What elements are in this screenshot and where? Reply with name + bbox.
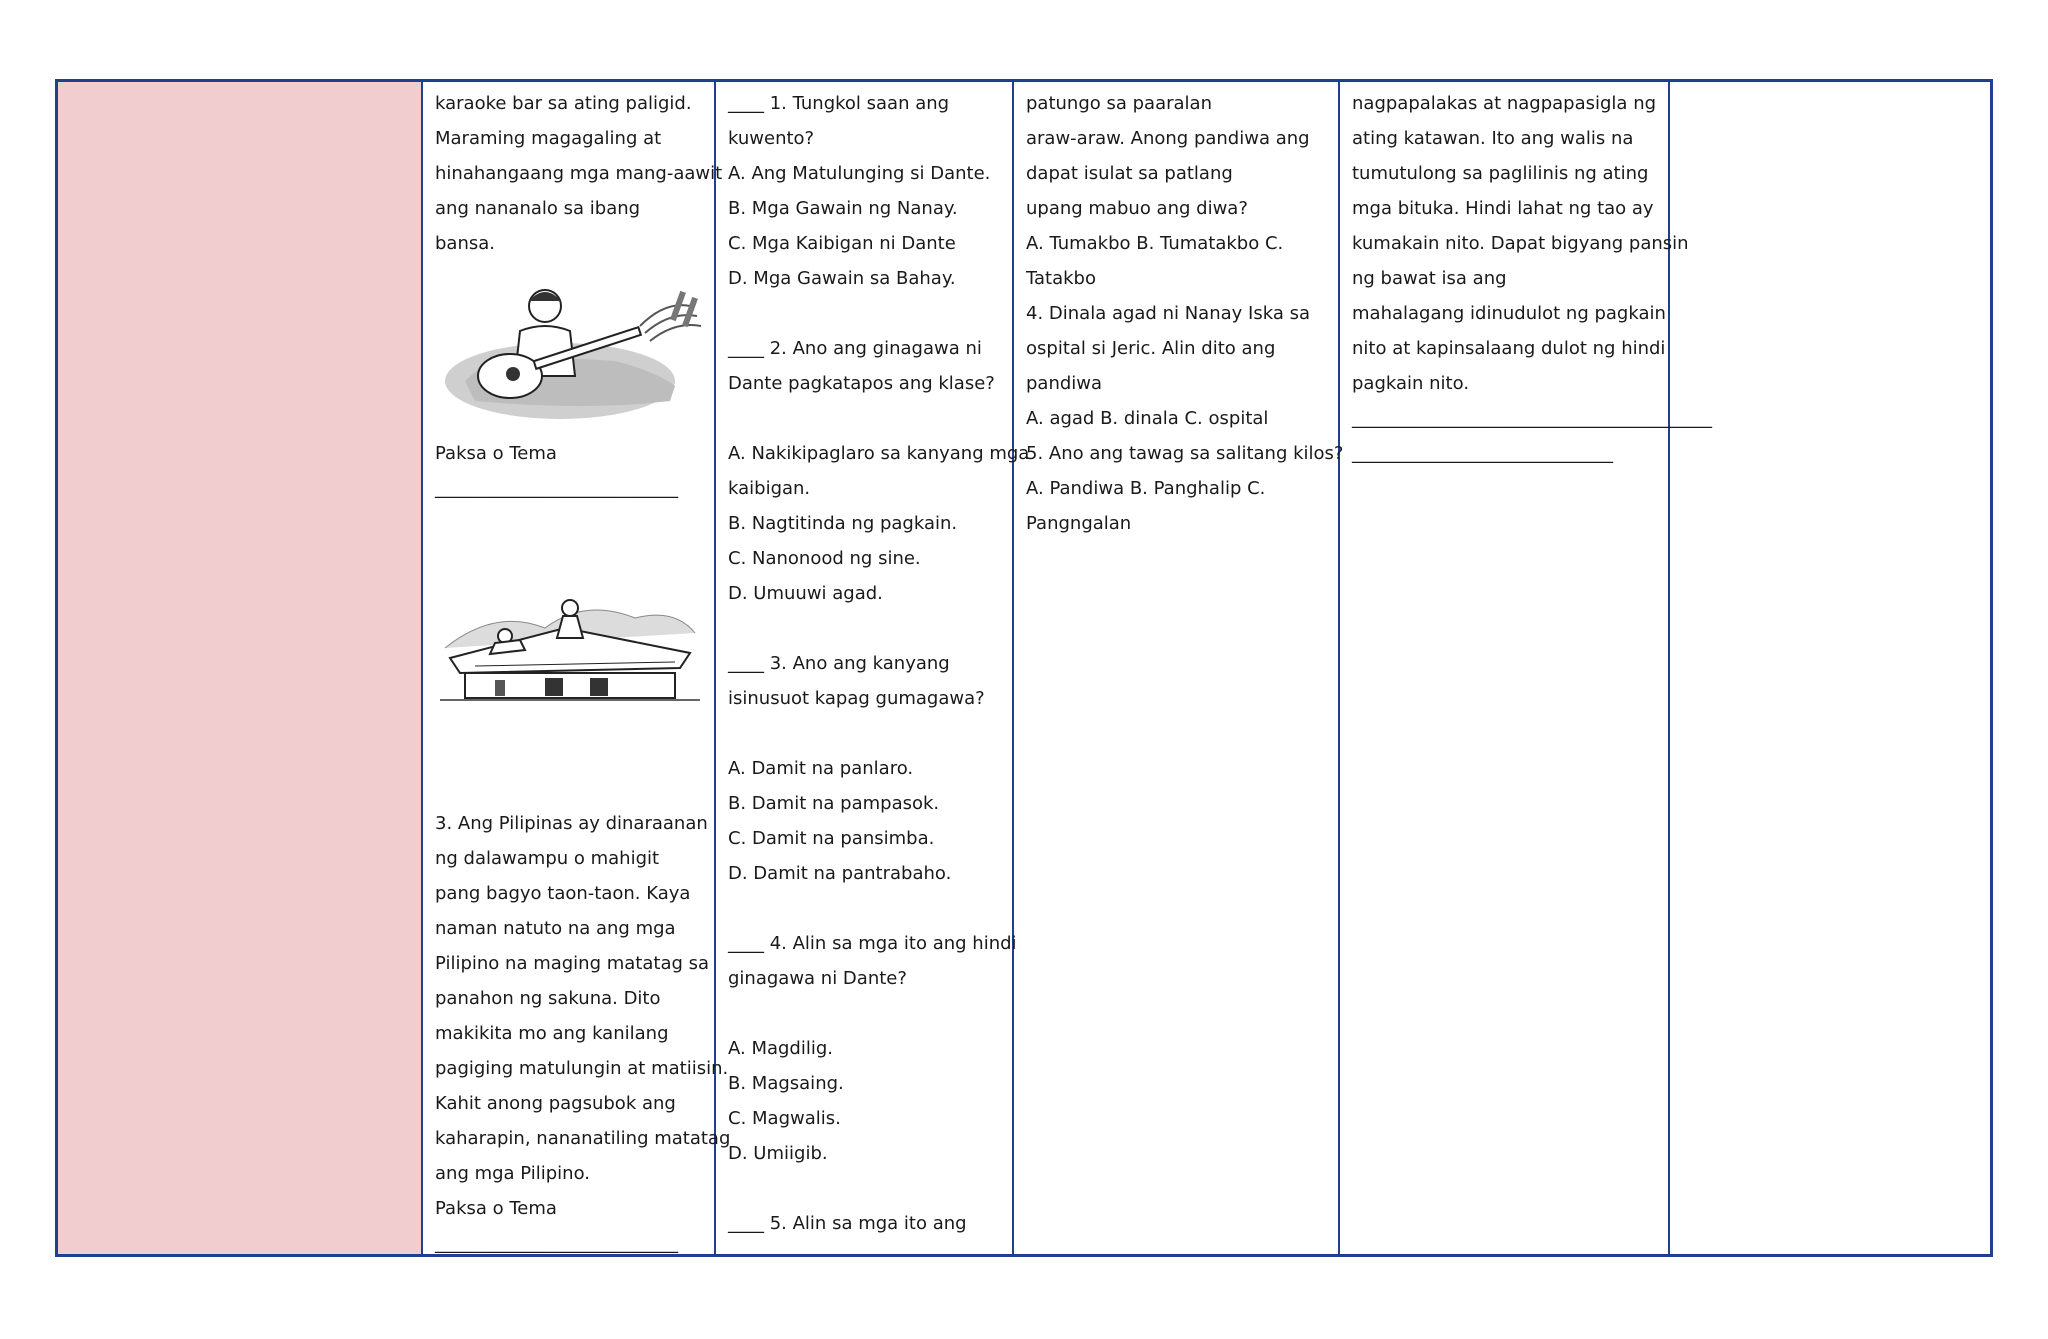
text-line: A. Pandiwa B. Panghalip C. bbox=[1026, 478, 1266, 499]
answer-blank: ___________________________ bbox=[435, 478, 678, 499]
text-line: karaoke bar sa ating paligid. bbox=[435, 93, 692, 114]
paksa-label: Paksa o Tema bbox=[435, 1198, 557, 1219]
choice: kaibigan. bbox=[728, 478, 811, 499]
choice: B. Magsaing. bbox=[728, 1073, 844, 1094]
choice: D. Umiigib. bbox=[728, 1143, 828, 1164]
text-line: 3. Ang Pilipinas ay dinaraanan bbox=[435, 813, 708, 834]
text-line: Kahit anong pagsubok ang bbox=[435, 1093, 676, 1114]
choice: D. Umuuwi agad. bbox=[728, 583, 883, 604]
text-line: upang mabuo ang diwa? bbox=[1026, 198, 1248, 219]
text-line: ospital si Jeric. Alin dito ang bbox=[1026, 338, 1276, 359]
text-line: Pilipino na maging matatag sa bbox=[435, 953, 710, 974]
choice: D. Damit na pantrabaho. bbox=[728, 863, 952, 884]
text-line: hinahangaang mga mang-aawit bbox=[435, 163, 723, 184]
text-line: kaharapin, nananatiling matatag bbox=[435, 1128, 731, 1149]
choice: D. Mga Gawain sa Bahay. bbox=[728, 268, 956, 289]
text-line: 5. Ano ang tawag sa salitang kilos? bbox=[1026, 443, 1344, 464]
question-3: isinusuot kapag gumagawa? bbox=[728, 688, 985, 709]
text-line: naman natuto na ang mga bbox=[435, 918, 676, 939]
text-line: A. agad B. dinala C. ospital bbox=[1026, 408, 1269, 429]
text-line: panahon ng sakuna. Dito bbox=[435, 988, 661, 1009]
text-line: pandiwa bbox=[1026, 373, 1103, 394]
choice: C. Magwalis. bbox=[728, 1108, 841, 1129]
choice: A. Ang Matulunging si Dante. bbox=[728, 163, 991, 184]
text-line: A. Tumakbo B. Tumatakbo C. bbox=[1026, 233, 1284, 254]
question-2: ____ 2. Ano ang ginagawa ni bbox=[728, 338, 982, 359]
text-line: nito at kapinsalaang dulot ng hindi bbox=[1352, 338, 1666, 359]
text-line: Tatakbo bbox=[1026, 268, 1096, 289]
answer-blank: ________________________________________ bbox=[1352, 408, 1712, 429]
question-2: Dante pagkatapos ang klase? bbox=[728, 373, 995, 394]
text-line: dapat isulat sa patlang bbox=[1026, 163, 1233, 184]
choice: C. Mga Kaibigan ni Dante bbox=[728, 233, 956, 254]
paksa-label: Paksa o Tema bbox=[435, 443, 557, 464]
choice: B. Mga Gawain ng Nanay. bbox=[728, 198, 958, 219]
text-line: ang nananalo sa ibang bbox=[435, 198, 641, 219]
empty-column-cell bbox=[1670, 82, 1990, 1254]
questions-column bbox=[716, 82, 1030, 1254]
question-1: kuwento? bbox=[728, 128, 815, 149]
answer-blank: _____________________________ bbox=[1352, 443, 1613, 464]
question-5: ____ 5. Alin sa mga ito ang bbox=[728, 1213, 967, 1234]
text-line: nagpapalakas at nagpapasigla ng bbox=[1352, 93, 1657, 114]
text-line: ng bawat isa ang bbox=[1352, 268, 1507, 289]
question-3: ____ 3. Ano ang kanyang bbox=[728, 653, 950, 674]
text-line: mga bituka. Hindi lahat ng tao ay bbox=[1352, 198, 1654, 219]
text-line: ng dalawampu o mahigit bbox=[435, 848, 660, 869]
question-4: ____ 4. Alin sa mga ito ang hindi bbox=[728, 933, 1017, 954]
choice: A. Damit na panlaro. bbox=[728, 758, 914, 779]
pink-column-cell bbox=[58, 82, 423, 1254]
text-line: makikita mo ang kanilang bbox=[435, 1023, 669, 1044]
answer-blank: ___________________________ bbox=[435, 1233, 678, 1254]
guitar-player-icon bbox=[435, 261, 705, 436]
text-line: pang bagyo taon-taon. Kaya bbox=[435, 883, 691, 904]
house-roof-image bbox=[435, 506, 704, 806]
house-roof-icon bbox=[435, 588, 705, 708]
text-line: 4. Dinala agad ni Nanay Iska sa bbox=[1026, 303, 1310, 324]
text-line: pagiging matulungin at matiisin. bbox=[435, 1058, 729, 1079]
text-line: mahalagang idinudulot ng pagkain bbox=[1352, 303, 1666, 324]
choice: C. Damit na pansimba. bbox=[728, 828, 935, 849]
choice: A. Nakikipaglaro sa kanyang mga bbox=[728, 443, 1030, 464]
text-line: ang mga Pilipino. bbox=[435, 1163, 591, 1184]
text-line: kumakain nito. Dapat bigyang pansin bbox=[1352, 233, 1689, 254]
text-line: pagkain nito. bbox=[1352, 373, 1470, 394]
choice: A. Magdilig. bbox=[728, 1038, 834, 1059]
essay-column bbox=[1340, 82, 1712, 1254]
text-line: patungo sa paaralan bbox=[1026, 93, 1212, 114]
text-line: Maraming magagaling at bbox=[435, 128, 662, 149]
reading-passages-column bbox=[423, 82, 731, 1254]
text-line: Pangngalan bbox=[1026, 513, 1132, 534]
choice: B. Nagtitinda ng pagkain. bbox=[728, 513, 958, 534]
question-4: ginagawa ni Dante? bbox=[728, 968, 907, 989]
text-line: bansa. bbox=[435, 233, 495, 254]
text-line: ating katawan. Ito ang walis na bbox=[1352, 128, 1634, 149]
text-line: tumutulong sa paglilinis ng ating bbox=[1352, 163, 1649, 184]
worksheet-table bbox=[55, 79, 1993, 1257]
question-1: ____ 1. Tungkol saan ang bbox=[728, 93, 950, 114]
choice: B. Damit na pampasok. bbox=[728, 793, 940, 814]
pandiwa-questions-column bbox=[1014, 82, 1344, 1254]
text-line: araw-araw. Anong pandiwa ang bbox=[1026, 128, 1310, 149]
guitar-player-image bbox=[435, 261, 704, 436]
choice: C. Nanonood ng sine. bbox=[728, 548, 921, 569]
